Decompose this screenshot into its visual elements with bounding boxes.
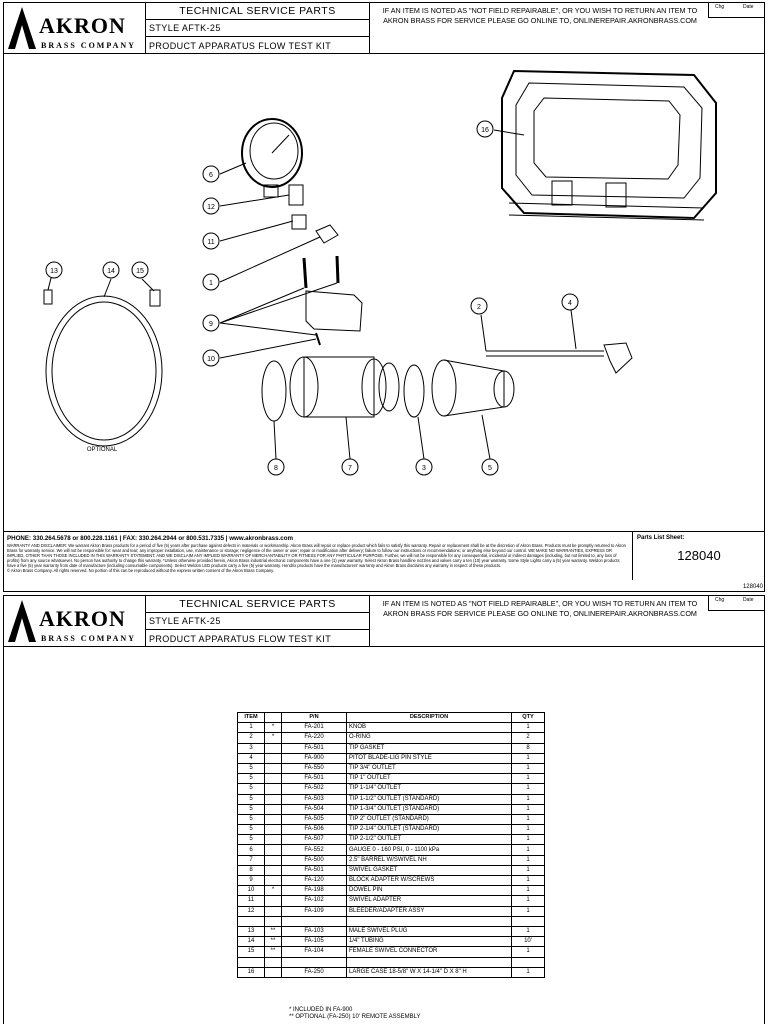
- callout-2: [471, 298, 487, 314]
- svg-text:10: 10: [207, 356, 215, 363]
- item-cell: 5: [238, 814, 265, 824]
- tip-outlet: [432, 360, 514, 416]
- note-cell: [265, 784, 282, 794]
- item-cell: 9: [238, 876, 265, 886]
- note-cell: [265, 876, 282, 886]
- table-row: [238, 896, 545, 906]
- callout-14: [103, 262, 119, 278]
- part-number-cell: [282, 916, 347, 926]
- table-row: [238, 814, 545, 824]
- table-row: [238, 926, 545, 936]
- qty-cell: 1: [512, 926, 545, 936]
- item-cell: 5: [238, 825, 265, 835]
- item-cell: 5: [238, 835, 265, 845]
- item-cell: 5: [238, 784, 265, 794]
- part-number-cell: FA-102: [282, 896, 347, 906]
- note-cell: [265, 814, 282, 824]
- note-cell: **: [265, 937, 282, 947]
- part-number-cell: FA-501: [282, 865, 347, 875]
- item-cell: 5: [238, 763, 265, 773]
- callout-5: [482, 459, 498, 475]
- svg-text:14: 14: [107, 268, 115, 275]
- table-row: [238, 947, 545, 957]
- qty-cell: 1: [512, 906, 545, 916]
- table-row: [238, 865, 545, 875]
- part-number-cell: FA-120: [282, 876, 347, 886]
- part-number-cell: FA-505: [282, 814, 347, 824]
- description-cell: TIP 1-3/4" OUTLET (STANDARD): [347, 804, 512, 814]
- revision-box: Chg Date: [708, 596, 765, 611]
- part-number-cell: FA-220: [282, 733, 347, 743]
- header-title: TECHNICAL SERVICE PARTS: [179, 598, 336, 610]
- item-cell: 13: [238, 926, 265, 936]
- optional-label: OPTIONAL: [86, 447, 118, 453]
- description-cell: 2.5" BARREL W/SWIVEL NH: [347, 855, 512, 865]
- qty-cell: 1: [512, 855, 545, 865]
- swivel-adapter: [292, 215, 306, 229]
- qty-cell: [512, 916, 545, 926]
- part-number-cell: [282, 957, 347, 967]
- qty-cell: 1: [512, 794, 545, 804]
- description-cell: FEMALE SWIVEL CONNECTOR: [347, 947, 512, 957]
- callout-3: [416, 459, 432, 475]
- item-cell: 3: [238, 743, 265, 753]
- repair-notice: IF AN ITEM IS NOTED AS "NOT FIELD REPAIRABLE", OR YOU WISH TO RETURN AN ITEM TO AKRON BRASS FOR SERVICE PLEASE GO ONLINE TO, ONLINEREPAIR.AKRONBRASS.COM: [382, 6, 698, 25]
- parts-list-number: 128040: [677, 548, 721, 563]
- note-cell: [265, 896, 282, 906]
- qty-cell: 1: [512, 886, 545, 896]
- item-cell: 7: [238, 855, 265, 865]
- description-cell: SWIVEL GASKET: [347, 865, 512, 875]
- description-cell: BLEEDER/ADAPTER ASSY: [347, 906, 512, 916]
- barrel: [290, 357, 399, 417]
- table-row: [238, 916, 545, 926]
- table-row: [238, 733, 545, 743]
- knob: [316, 225, 338, 243]
- tip-gasket: [404, 365, 424, 417]
- description-cell: MALE SWIVEL PLUG: [347, 926, 512, 936]
- qty-cell: 2: [512, 733, 545, 743]
- item-cell: 4: [238, 753, 265, 763]
- svg-text:9: 9: [209, 321, 213, 328]
- item-cell: [238, 957, 265, 967]
- description-cell: TIP 2-1/2" OUTLET: [347, 835, 512, 845]
- description-cell: TIP 3/4" OUTLET: [347, 763, 512, 773]
- item-cell: 5: [238, 804, 265, 814]
- qty-cell: 1: [512, 774, 545, 784]
- table-row: [238, 794, 545, 804]
- qty-cell: [512, 957, 545, 967]
- description-cell: SWIVEL ADAPTER: [347, 896, 512, 906]
- header-product: PRODUCT APPARATUS FLOW TEST KIT: [149, 634, 332, 644]
- table-row: [238, 835, 545, 845]
- table-row: [238, 967, 545, 977]
- part-number-cell: FA-250: [282, 967, 347, 977]
- description-cell: TIP 1-1/4" OUTLET: [347, 784, 512, 794]
- description-cell: DOWEL PIN: [347, 886, 512, 896]
- table-row: [238, 845, 545, 855]
- item-cell: 5: [238, 794, 265, 804]
- note-cell: *: [265, 886, 282, 896]
- description-cell: TIP 1-1/2" OUTLET (STANDARD): [347, 794, 512, 804]
- table-row: [238, 784, 545, 794]
- header-product: PRODUCT APPARATUS FLOW TEST KIT: [149, 41, 332, 51]
- part-number-cell: FA-109: [282, 906, 347, 916]
- qty-cell: 1: [512, 876, 545, 886]
- table-row: [238, 804, 545, 814]
- qty-cell: 1: [512, 835, 545, 845]
- callout-11: [203, 233, 219, 249]
- sheet-footer: [4, 531, 764, 592]
- table-notes: * INCLUDED IN FA-900 ** OPTIONAL (FA-250) 10' REMOTE ASSEMBLY: [289, 1007, 421, 1020]
- repair-notice: IF AN ITEM IS NOTED AS "NOT FIELD REPAIRABLE", OR YOU WISH TO RETURN AN ITEM TO AKRON BRASS FOR SERVICE PLEASE GO ONLINE TO, ONLINEREPAIR.AKRONBRASS.COM: [382, 599, 698, 618]
- note-cell: [265, 967, 282, 977]
- header-title: TECHNICAL SERVICE PARTS: [179, 5, 336, 17]
- table-row: [238, 743, 545, 753]
- qty-cell: 1: [512, 896, 545, 906]
- item-cell: 5: [238, 774, 265, 784]
- parts-sheet-diagram: [3, 2, 765, 592]
- callout-6: [203, 166, 219, 182]
- note-cell: [265, 855, 282, 865]
- note-cell: [265, 774, 282, 784]
- header-info-box: [145, 3, 370, 53]
- parts-list-number-small: 128040: [742, 584, 763, 590]
- svg-text:AKRON: AKRON: [39, 13, 126, 38]
- svg-text:BRASS COMPANY: BRASS COMPANY: [41, 41, 136, 50]
- part-number-cell: FA-500: [282, 855, 347, 865]
- callout-13: [46, 262, 62, 278]
- qty-cell: 10': [512, 937, 545, 947]
- carry-case: [502, 71, 716, 220]
- part-number-cell: FA-501: [282, 743, 347, 753]
- description-cell: TIP 2" OUTLET (STANDARD): [347, 814, 512, 824]
- header-style: STYLE AFTK-25: [149, 23, 221, 33]
- description-cell: GAUGE 0 - 160 PSI, 0 - 1100 kPa: [347, 845, 512, 855]
- note-cell: [265, 825, 282, 835]
- parts-sheet-table: [3, 595, 765, 1024]
- description-cell: LARGE CASE 18-5/8" W X 14-1/4" D X 8" H: [347, 967, 512, 977]
- callout-9: [203, 315, 219, 331]
- qty-cell: 1: [512, 723, 545, 733]
- callout-8: [268, 459, 284, 475]
- callout-16: [477, 121, 493, 137]
- note-cell: [265, 845, 282, 855]
- item-cell: 16: [238, 967, 265, 977]
- item-cell: [238, 916, 265, 926]
- part-number-cell: FA-506: [282, 825, 347, 835]
- table-row: [238, 763, 545, 773]
- exploded-view-diagram: [4, 53, 764, 531]
- qty-cell: 1: [512, 814, 545, 824]
- description-cell: O-RING: [347, 733, 512, 743]
- part-number-cell: FA-504: [282, 804, 347, 814]
- svg-text:4: 4: [568, 300, 572, 307]
- revision-box: Chg Date: [708, 3, 765, 18]
- note-cell: [265, 865, 282, 875]
- qty-cell: 1: [512, 825, 545, 835]
- table-row: [238, 723, 545, 733]
- parts-table-header: ITEM P/N DESCRIPTION QTY: [238, 713, 545, 723]
- item-cell: 1: [238, 723, 265, 733]
- note-cell: [265, 794, 282, 804]
- qty-cell: 1: [512, 784, 545, 794]
- table-row: [238, 906, 545, 916]
- svg-text:1: 1: [209, 280, 213, 287]
- svg-text:8: 8: [274, 465, 278, 472]
- note-cell: [265, 916, 282, 926]
- qty-cell: 1: [512, 753, 545, 763]
- part-number-cell: FA-503: [282, 794, 347, 804]
- part-number-cell: FA-198: [282, 886, 347, 896]
- svg-text:16: 16: [481, 127, 489, 134]
- table-row: [238, 886, 545, 896]
- part-number-cell: FA-201: [282, 723, 347, 733]
- callout-4: [562, 294, 578, 310]
- parts-list-label: Parts List Sheet:: [637, 535, 685, 541]
- part-number-cell: FA-103: [282, 926, 347, 936]
- pitot-blade: [486, 343, 632, 373]
- note-cell: **: [265, 947, 282, 957]
- contact-line: PHONE: 330.264.5678 or 800.228.1161 | FAX: 330.264.2944 or 800.531.7335 | www.akronbrass.com: [7, 535, 293, 542]
- callout-12: [203, 198, 219, 214]
- bleeder-adapter: [289, 185, 303, 205]
- table-row: [238, 753, 545, 763]
- item-cell: 6: [238, 845, 265, 855]
- part-number-cell: FA-501: [282, 774, 347, 784]
- block-adapter: [306, 291, 362, 331]
- callout-10: [203, 350, 219, 366]
- note-cell: **: [265, 926, 282, 936]
- header-style: STYLE AFTK-25: [149, 616, 221, 626]
- note-cell: [265, 743, 282, 753]
- part-number-cell: FA-900: [282, 753, 347, 763]
- svg-text:2: 2: [477, 304, 481, 311]
- svg-text:3: 3: [422, 465, 426, 472]
- note-cell: [265, 763, 282, 773]
- item-cell: 8: [238, 865, 265, 875]
- sheet-header: [4, 3, 764, 54]
- parts-list-sheet-box: [632, 532, 765, 590]
- part-number-cell: FA-502: [282, 784, 347, 794]
- item-cell: 14: [238, 937, 265, 947]
- part-number-cell: FA-105: [282, 937, 347, 947]
- table-row: [238, 825, 545, 835]
- description-cell: BLOCK ADAPTER W/SCREWS: [347, 876, 512, 886]
- akron-logo: [6, 5, 142, 51]
- part-number-cell: FA-552: [282, 845, 347, 855]
- table-row: [238, 957, 545, 967]
- description-cell: PITOT BLADE-LIG PIN STYLE: [347, 753, 512, 763]
- description-cell: TIP GASKET: [347, 743, 512, 753]
- note-cell: *: [265, 723, 282, 733]
- description-cell: [347, 957, 512, 967]
- svg-text:5: 5: [488, 465, 492, 472]
- qty-cell: 1: [512, 967, 545, 977]
- description-cell: 1/4" TUBING: [347, 937, 512, 947]
- item-cell: 11: [238, 896, 265, 906]
- item-cell: 10: [238, 886, 265, 896]
- description-cell: TIP 2-1/4" OUTLET (STANDARD): [347, 825, 512, 835]
- qty-cell: 1: [512, 804, 545, 814]
- note-cell: [265, 906, 282, 916]
- description-cell: TIP 1" OUTLET: [347, 774, 512, 784]
- svg-text:AKRON: AKRON: [39, 606, 126, 631]
- note-cell: [265, 835, 282, 845]
- svg-text:7: 7: [348, 465, 352, 472]
- part-number-cell: FA-507: [282, 835, 347, 845]
- table-row: [238, 855, 545, 865]
- callout-1: [203, 274, 219, 290]
- callout-15: [132, 262, 148, 278]
- item-cell: 15: [238, 947, 265, 957]
- svg-text:11: 11: [207, 239, 215, 246]
- note-cell: [265, 753, 282, 763]
- qty-cell: 1: [512, 763, 545, 773]
- table-row: [238, 937, 545, 947]
- note-cell: [265, 804, 282, 814]
- svg-text:13: 13: [50, 268, 58, 275]
- item-cell: 12: [238, 906, 265, 916]
- note-cell: [265, 957, 282, 967]
- svg-text:15: 15: [136, 268, 144, 275]
- part-number-cell: FA-550: [282, 763, 347, 773]
- item-cell: 2: [238, 733, 265, 743]
- qty-cell: 1: [512, 845, 545, 855]
- qty-cell: 1: [512, 865, 545, 875]
- note-cell: *: [265, 733, 282, 743]
- swivel-gasket: [262, 361, 286, 421]
- warranty-text: WARRANTY AND DISCLAIMER: We warrant Akron Brass products for a period of five (5) years after purchase against defects in materials or workmanship. Akron Brass will repair or replace product which fails to satisfy this warranty. Repair or replacement shall be at the discretion of Akron Brass. Products must be promptly returned to Akron Brass for warranty service. We will not be responsible for: wear and tear; any improper installation, use, maintenance or storage; negligence of the owner or user; repair or modification after delivery; failure to follow our instructions or recommendations; or anything else beyond our control. WE MAKE NO WARRANTIES, EXPRESS OR IMPLIED, OTHER THAN THOSE INCLUDED IN THIS WARRANTY STATEMENT, AND WE DISCLAIM ANY IMPLIED WARRANTY OF MERCHANTABILITY OR FITNESS FOR ANY PARTICULAR PURPOSE. Further, we will not be responsible for any consequential, incidental or indirect damages (including, but not limited to, any loss of profits) from any source whatsoever. No person has authority to change this warranty. *Unless otherwise provided herein, Akron Brass industrial electronic components have a one (1) year warranty. Select Akron Brass handline nozzles and valves carry a ten (10) year warranty. Some Style Lights carry a (5) year warranty. Weldon products have a five (5) year warranty from date of manufacture (including consumable components). Select Weldon LED products carry a five (5) year warranty. Hendrix products have the manufacturers' warranty and Akron Brass disclaims any warranty in respect of these products. © Akron Brass Company. All rights reserved. No portion of this can be reproduced without the express written consent of the Akron Brass Company.: [7, 543, 626, 573]
- parts-table: [237, 712, 545, 978]
- svg-text:12: 12: [207, 204, 215, 211]
- sheet-header: [4, 596, 764, 647]
- svg-text:BRASS COMPANY: BRASS COMPANY: [41, 634, 136, 643]
- table-row: [238, 876, 545, 886]
- description-cell: [347, 916, 512, 926]
- remote-tubing: [44, 290, 162, 446]
- header-info-box: [145, 596, 370, 646]
- table-row: [238, 774, 545, 784]
- part-number-cell: FA-104: [282, 947, 347, 957]
- svg-text:6: 6: [209, 172, 213, 179]
- qty-cell: 8: [512, 743, 545, 753]
- callout-7: [342, 459, 358, 475]
- description-cell: KNOB: [347, 723, 512, 733]
- akron-logo: [6, 598, 142, 644]
- qty-cell: 1: [512, 947, 545, 957]
